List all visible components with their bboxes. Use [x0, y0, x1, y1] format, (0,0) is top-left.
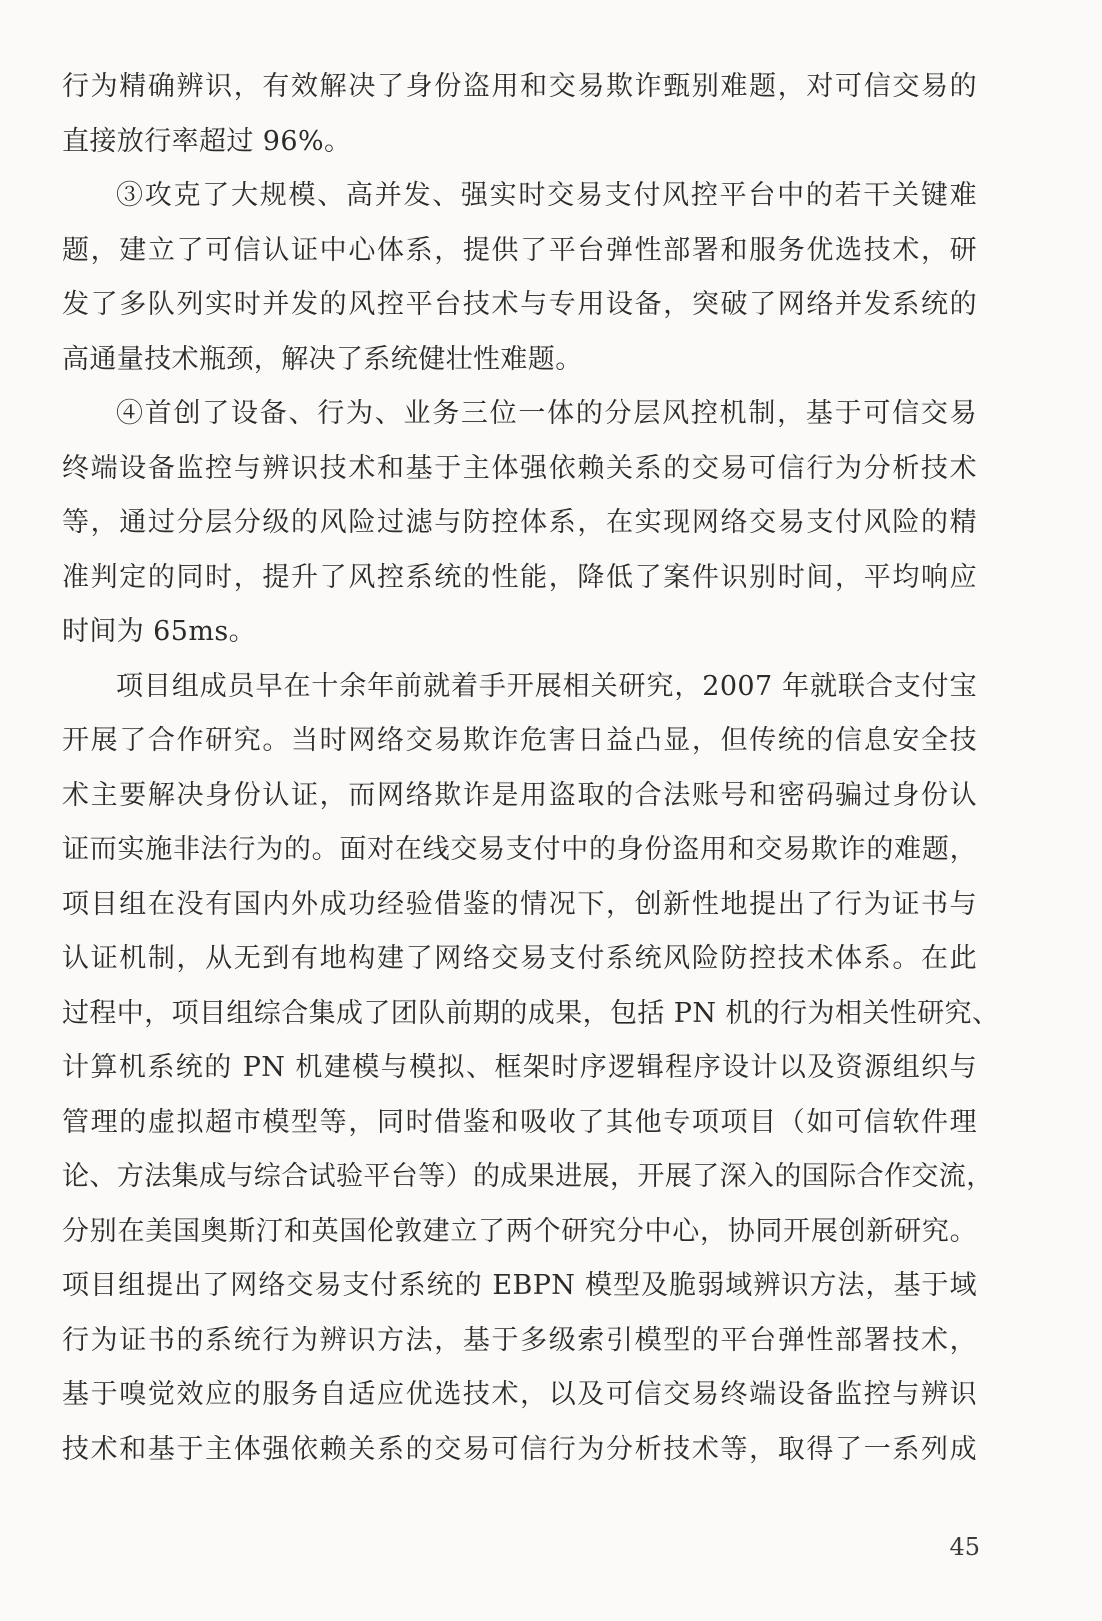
text-line: 计算机系统的 PN 机建模与模拟、框架时序逻辑程序设计以及资源组织与: [62, 1052, 977, 1083]
paragraph-4: [62, 660, 1000, 1478]
text-line: 基于嗅觉效应的服务自适应优选技术，以及可信交易终端设备监控与辨识: [62, 1379, 977, 1410]
text-line: 发了多队列实时并发的风控平台技术与专用设备，突破了网络并发系统的: [62, 289, 977, 320]
text-line: 准判定的同时，提升了风控系统的性能，降低了案件识别时间，平均响应: [62, 561, 977, 593]
paragraph-3: [62, 387, 977, 660]
page-body: [62, 60, 1000, 1477]
paragraph-1: [62, 60, 977, 169]
text-line: 分别在美国奥斯汀和英国伦敦建立了两个研究分中心，协同开展创新研究。: [62, 1215, 977, 1247]
text-line: 行为精确辨识，有效解决了身份盗用和交易欺诈甄别难题，对可信交易的: [62, 71, 977, 102]
text-line: 直接放行率超过 96%。: [62, 125, 352, 157]
text-line: 项目组提出了网络交易支付系统的 EBPN 模型及脆弱域辨识方法，基于域: [62, 1270, 977, 1301]
text-line: 项目组成员早在十余年前就着手开展相关研究，2007 年就联合支付宝: [116, 670, 977, 702]
text-line: 开展了合作研究。当时网络交易欺诈危害日益凸显，但传统的信息安全技: [62, 725, 977, 756]
text-line: ④首创了设备、行为、业务三位一体的分层风控机制，基于可信交易: [116, 398, 977, 429]
text-line: 过程中，项目组综合集成了团队前期的成果，包括 PN 机的行为相关性研究、: [62, 997, 1000, 1029]
text-line: 题，建立了可信认证中心体系，提供了平台弹性部署和服务优选技术，研: [62, 234, 977, 266]
text-line: 时间为 65ms。: [62, 616, 256, 647]
text-line: 终端设备监控与辨识技术和基于主体强依赖关系的交易可信行为分析技术: [62, 452, 977, 484]
text-line: 管理的虚拟超市模型等，同时借鉴和吸收了其他专项项目（如可信软件理: [62, 1106, 977, 1138]
text-line: 项目组在没有国内外成功经验借鉴的情况下，创新性地提出了行为证书与: [62, 888, 977, 920]
page-number: 45: [949, 1533, 980, 1561]
text-line: ③攻克了大规模、高并发、强实时交易支付风控平台中的若干关键难: [116, 180, 977, 211]
text-line: 认证机制，从无到有地构建了网络交易支付系统风险防控技术体系。在此: [62, 943, 977, 974]
text-line: 技术和基于主体强依赖关系的交易可信行为分析技术等，取得了一系列成: [62, 1433, 977, 1465]
text-line: 行为证书的系统行为辨识方法，基于多级索引模型的平台弹性部署技术，: [62, 1324, 977, 1356]
paragraph-2: [62, 169, 977, 387]
text-line: 证而实施非法行为的。面对在线交易支付中的身份盗用和交易欺诈的难题，: [62, 834, 977, 865]
text-line: 高通量技术瓶颈，解决了系统健壮性难题。: [62, 343, 583, 375]
text-line: 等，通过分层分级的风险过滤与防控体系，在实现网络交易支付风险的精: [62, 507, 977, 538]
text-line: 术主要解决身份认证，而网络欺诈是用盗取的合法账号和密码骗过身份认: [62, 779, 977, 811]
text-line: 论、方法集成与综合试验平台等）的成果进展，开展了深入的国际合作交流，: [62, 1161, 994, 1192]
